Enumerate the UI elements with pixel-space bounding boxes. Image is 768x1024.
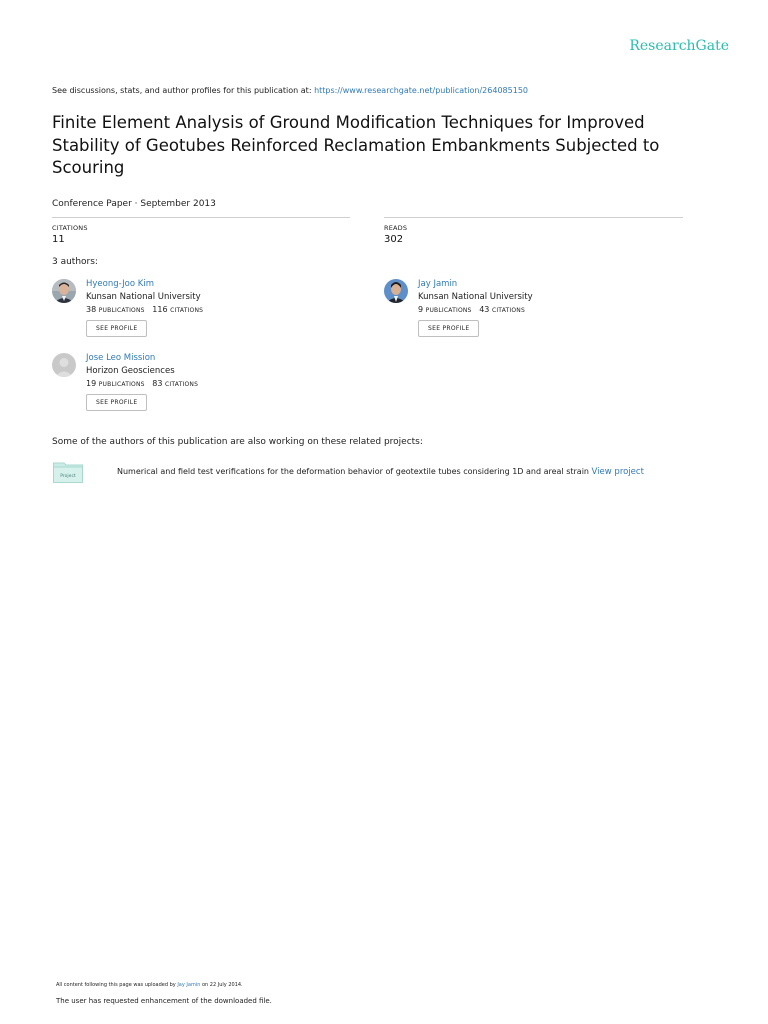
upload-suffix: on 22 July 2014. <box>200 982 243 988</box>
author-affiliation: Kunsan National University <box>86 292 201 302</box>
citations-divider <box>52 217 350 218</box>
author-stats <box>418 305 525 314</box>
discussion-prefix: See discussions, stats, and author profiles for this publication at: <box>52 86 315 95</box>
paper-type: Conference Paper · September 2013 <box>52 199 216 209</box>
author-avatar[interactable] <box>52 279 76 303</box>
author-name[interactable]: Hyeong-Joo Kim <box>86 279 154 289</box>
author-card <box>52 279 352 349</box>
author-publications-count: 9 <box>418 305 424 314</box>
reads-value: 302 <box>384 234 404 245</box>
author-stats <box>86 305 203 314</box>
reads-label: READS <box>384 224 408 232</box>
enhancement-note: The user has requested enhancement of the downloaded file. <box>56 997 272 1005</box>
project-folder-icon <box>53 461 83 483</box>
view-project-link[interactable]: View project <box>591 467 644 477</box>
author-affiliation: Kunsan National University <box>418 292 533 302</box>
author-card <box>384 279 684 349</box>
author-publications-count: 38 <box>86 305 97 314</box>
project-title: Numerical and field test verifications for the deformation behavior of geotextile tubes considering 1D and areal strain <box>117 467 589 476</box>
publication-title: Finite Element Analysis of Ground Modification Techniques for Improved Stability of Geotubes Reinforced Reclamation Embankments Subjected to Scouring <box>52 113 660 177</box>
project-item <box>117 467 644 477</box>
author-citations-label: CITATIONS <box>165 381 199 388</box>
citations-value: 11 <box>52 234 65 245</box>
researchgate-logo[interactable]: ResearchGate <box>629 38 729 54</box>
authors-heading: 3 authors: <box>52 257 98 267</box>
related-projects-heading: Some of the authors of this publication are also working on these related projects: <box>52 437 423 447</box>
author-name[interactable]: Jose Leo Mission <box>86 353 156 363</box>
discussion-line <box>52 86 528 95</box>
author-affiliation: Horizon Geosciences <box>86 366 175 376</box>
publication-link[interactable]: https://www.researchgate.net/publication/264085150 <box>314 86 528 95</box>
upload-prefix: All content following this page was uploaded by <box>56 982 178 988</box>
see-profile-button[interactable]: SEE PROFILE <box>86 320 147 337</box>
author-name[interactable]: Jay Jamin <box>418 279 458 289</box>
author-publications-label: PUBLICATIONS <box>98 307 145 314</box>
uploader-link[interactable]: Jay Jamin <box>177 982 201 988</box>
author-citations-count: 83 <box>152 379 163 388</box>
author-citations-label: CITATIONS <box>170 307 204 314</box>
author-avatar[interactable] <box>384 279 408 303</box>
author-citations-count: 116 <box>152 305 168 314</box>
author-citations-count: 43 <box>479 305 490 314</box>
author-publications-label: PUBLICATIONS <box>425 307 472 314</box>
author-publications-label: PUBLICATIONS <box>98 381 145 388</box>
upload-note <box>56 982 243 988</box>
author-publications-count: 19 <box>86 379 97 388</box>
reads-divider <box>384 217 683 218</box>
author-stats <box>86 379 198 388</box>
see-profile-button[interactable]: SEE PROFILE <box>86 394 147 411</box>
author-card <box>52 353 352 423</box>
author-avatar-placeholder[interactable] <box>52 353 76 377</box>
author-citations-label: CITATIONS <box>491 307 525 314</box>
see-profile-button[interactable]: SEE PROFILE <box>418 320 479 337</box>
project-icon-label: Project <box>60 474 76 479</box>
citations-label: CITATIONS <box>52 224 88 232</box>
